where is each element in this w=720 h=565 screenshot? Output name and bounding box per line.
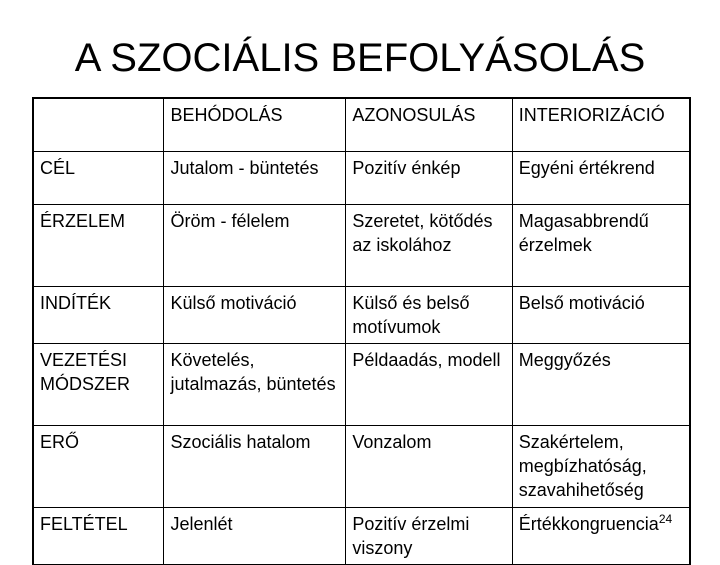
table-cell: Szociális hatalom [164,426,346,508]
table-cell: Szeretet, kötődés az iskolához [346,205,512,287]
table-cell: Szakértelem, megbízhatóság, szavahihetőség [512,426,690,508]
row-label: ÉRZELEM [33,205,164,287]
table-cell: Egyéni értékrend [512,152,690,205]
table-cell: Belső motiváció [512,287,690,344]
table-cell: Követelés, jutalmazás, büntetés [164,344,346,426]
table-header-row [33,98,690,152]
table-cell: Külső és belső motívumok [346,287,512,344]
header-cell-empty [33,98,164,152]
header-cell: BEHÓDOLÁS [164,98,346,152]
row-label: INDÍTÉK [33,287,164,344]
table-row [33,344,690,426]
table-row [33,287,690,344]
table-row [33,205,690,287]
table-cell: Jelenlét [164,508,346,565]
table-cell: Pozitív énkép [346,152,512,205]
table-cell: Magasabbrendű érzelmek [512,205,690,287]
table-cell: Meggyőzés [512,344,690,426]
table-cell: Pozitív érzelmi viszony [346,508,512,565]
table-cell: Jutalom - büntetés [164,152,346,205]
table-row [33,508,690,565]
header-cell: INTERIORIZÁCIÓ [512,98,690,152]
table-row [33,152,690,205]
table-cell: Példaadás, modell [346,344,512,426]
row-label: CÉL [33,152,164,205]
row-label: ERŐ [33,426,164,508]
table-cell: Öröm - félelem [164,205,346,287]
table-row [33,426,690,508]
table-cell [512,508,690,565]
page-title: A SZOCIÁLIS BEFOLYÁSOLÁS [74,36,646,80]
page-number: 24 [658,512,673,526]
influence-table [32,97,691,565]
row-label: VEZETÉSI MÓDSZER [33,344,164,426]
cell-text: Értékkongruencia [518,514,659,534]
row-label: FELTÉTEL [33,508,164,565]
header-cell: AZONOSULÁS [346,98,512,152]
table-cell: Vonzalom [346,426,512,508]
table-cell: Külső motiváció [164,287,346,344]
